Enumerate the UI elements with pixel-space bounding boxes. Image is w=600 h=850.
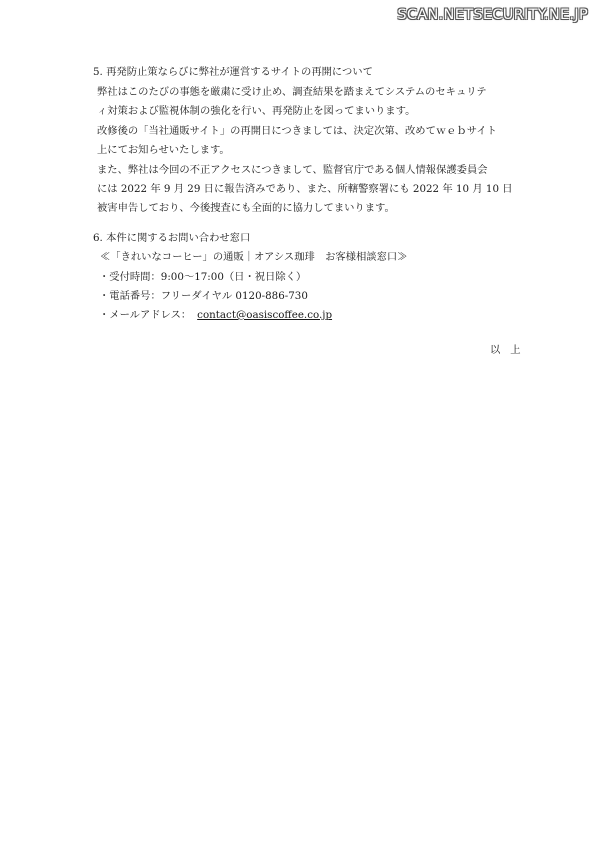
contact-title: ≪「きれいなコーヒー」の通販｜オアシス珈琲 お客様相談窓口≫ [100, 251, 408, 263]
section-5-line-4: 上にてお知らせいたします。 [97, 144, 230, 156]
section-5-line-2: ィ対策および監視体制の強化を行い、再発防止を図ってまいります。 [97, 105, 416, 117]
closing-remark: 以上 [490, 344, 531, 356]
contact-hours: ・受付時間：9:00～17:00（日・祝日除く） [99, 271, 307, 283]
section-5-line-5: また、弊社は今回の不正アクセスにつきまして、監督官庁である個人情報保護委員会 [97, 164, 488, 176]
section-6-heading: 6. 本件に関するお問い合わせ窓口 [93, 232, 251, 244]
section-5-line-7: 被害申告しており、今後捜査にも全面的に協力してまいります。 [97, 202, 395, 214]
section-5-line-6: には 2022 年 9 月 29 日に報告済みであり、また、所轄警察署にも 2022 年 10 月 10 日 [97, 183, 513, 195]
contact-email-row [99, 308, 332, 322]
contact-email-link[interactable]: contact@oasiscoffee.co.jp [197, 309, 333, 321]
section-5-line-3: 改修後の「当社通販サイト」の再開日につきましては、決定次第、改めてｗｅｂサイト [97, 125, 497, 137]
section-5-heading: 5. 再発防止策ならびに弊社が運営するサイトの再開について [93, 66, 373, 78]
contact-phone: ・電話番号：フリーダイヤル 0120-886-730 [99, 290, 308, 302]
contact-email-label: ・メールアドレス： [99, 309, 192, 321]
section-5-line-1: 弊社はこのたびの事態を厳粛に受け止め、調査結果を踏まえてシステムのセキュリテ [97, 86, 487, 98]
watermark: SCAN.NETSECURITY.NE.JP [397, 7, 588, 23]
